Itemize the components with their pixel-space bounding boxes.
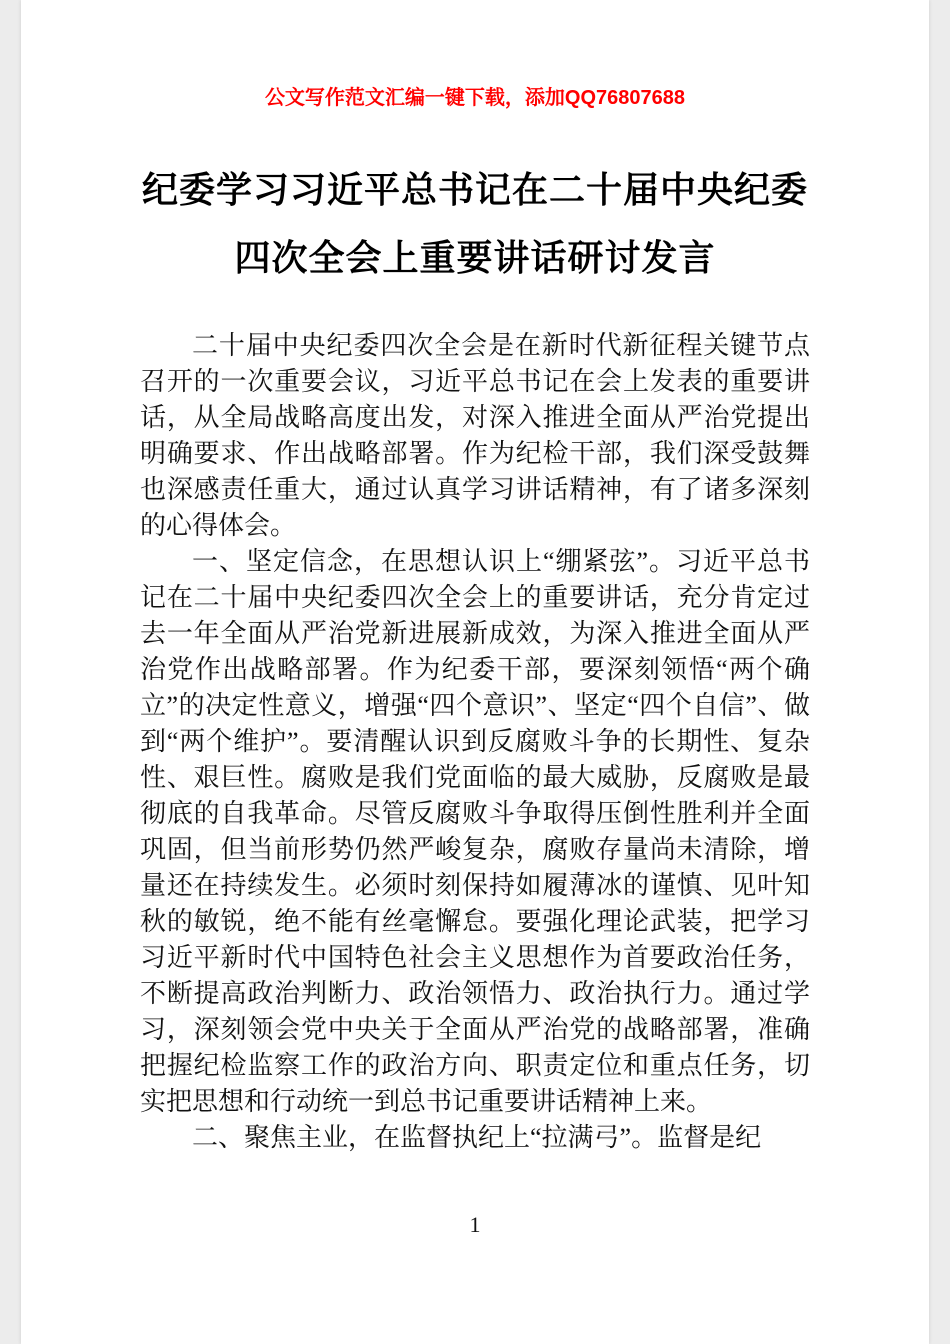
- paragraph-point-two: 二、聚焦主业，在监督执纪上“拉满弓”。监督是纪: [192, 1123, 762, 1152]
- paragraph-point-one: 一、坚定信念，在思想认识上“绷紧弦”。习近平总书记在二十届中央纪委四次全会上的重要讲话，充分肯定过去一年全面从严治党新进展新成效，为深入推进全面从严治党作出战略部署。作为纪委干部，要深刻领悟“两个确立”的决定性意义，增强“四个意识”、坚定“四个自信”、做到“两个维护”。要清醒认识到反腐败斗争的长期性、复杂性、艰巨性。腐败是我们党面临的最大威胁，反腐败是最彻底的自我革命。尽管反腐败斗争取得压倒性胜利并全面巩固，但当前形势仍然严峻复杂，腐败存量尚未清除，增量还在持续发生。必须时刻保持如履薄冰的谨慎、见叶知秋的敏锐，绝不能有丝毫懈怠。要强化理论武装，把学习习近平新时代中国特色社会主义思想作为首要政治任务，不断提高政治判断力、政治领悟力、政治执行力。通过学习，深刻领会党中央关于全面从严治党的战略部署，准确把握纪检监察工作的政治方向、职责定位和重点任务，切实把思想和行动统一到总书记重要讲话精神上来。: [140, 547, 810, 1116]
- page-number: 1: [469, 1212, 481, 1237]
- title-line-2: 四次全会上重要讲话研讨发言: [234, 238, 716, 278]
- title-line-1: 纪委学习习近平总书记在二十届中央纪委: [141, 170, 808, 210]
- document-body: [140, 328, 810, 1156]
- paragraph-intro: 二十届中央纪委四次全会是在新时代新征程关键节点召开的一次重要会议，习近平总书记在会上发表的重要讲话，从全局战略高度出发，对深入推进全面从严治党提出明确要求、作出战略部署。作为纪检干部，我们深受鼓舞也深感责任重大，通过认真学习讲话精神，有了诸多深刻的心得体会。: [140, 331, 810, 540]
- page-footer: [21, 1212, 929, 1238]
- header-notice: 公文写作范文汇编一键下载，添加QQ76807688: [264, 87, 686, 109]
- document-page: [21, 0, 929, 1344]
- document-title: [140, 156, 810, 292]
